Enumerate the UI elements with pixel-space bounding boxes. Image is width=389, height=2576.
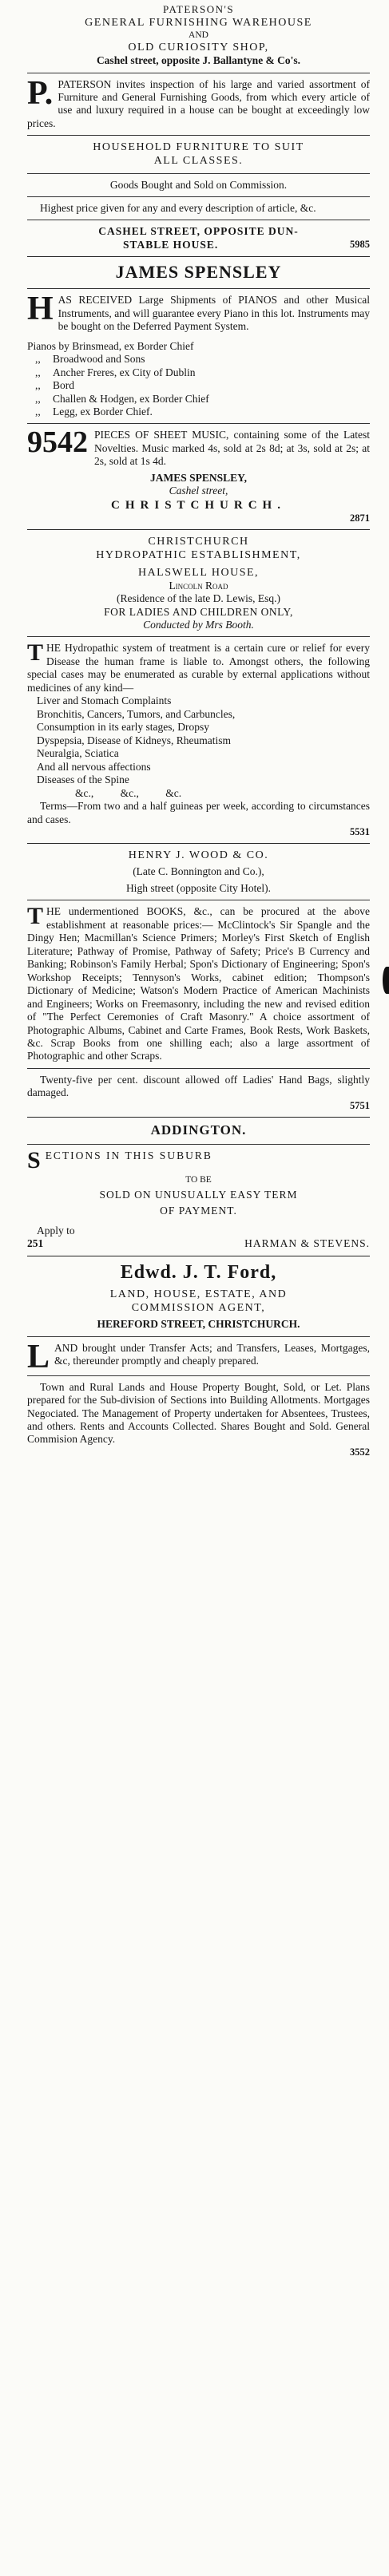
ad-body: HE Hydropathic system of treatment is a certain cure or relief for every Disease the human frame is liable to. Amongst others, the following special cases may be enumerated as curable by external applications without medicines of any kind—	[27, 642, 370, 694]
divider	[27, 1117, 370, 1118]
drop-cap: T	[27, 903, 44, 930]
ad-text: (Residence of the late D. Lewis, Esq.)	[116, 592, 281, 605]
ad-title: JAMES SPENSLEY	[115, 262, 282, 283]
ad-number: 5531	[350, 826, 370, 838]
list-item: &c., &c., &c.	[75, 786, 182, 799]
ad-text: SOLD ON UNUSUALLY EASY TERM	[99, 1188, 298, 1201]
ad-number: 251	[27, 1237, 44, 1250]
divider	[27, 1068, 370, 1069]
paterson-advertisement	[27, 3, 370, 251]
list-item: Pianos by Brinsmead, ex Border Chief	[27, 339, 194, 352]
ad-address: High street (opposite City Hotel).	[125, 881, 272, 894]
big-number: 9542	[27, 425, 88, 460]
ditto-mark: ,,	[35, 353, 41, 366]
ad-heading: HENRY J. WOOD & CO.	[128, 849, 269, 862]
list-item: Ancher Freres, ex City of Dublin	[53, 366, 196, 378]
ad-body: PATERSON invites inspection of his large and varied assortment of Furniture and General Furnishing Goods, from which every article of use and luxury required in a house can be bought at exceedingly low prices.	[27, 77, 370, 129]
ad-text: ECTIONS IN THIS SUBURB	[45, 1149, 212, 1161]
ad-heading: GENERAL FURNISHING WAREHOUSE	[85, 16, 312, 29]
ad-heading: HALSWELL HOUSE,	[137, 566, 260, 579]
divider	[27, 529, 370, 530]
signature-name: JAMES SPENSLEY,	[149, 471, 248, 484]
spensley-advertisement	[27, 262, 370, 524]
ad-number: 2871	[350, 512, 370, 524]
divider	[27, 196, 370, 197]
ad-address: Cashel street, opposite J. Ballantyne & Co's.	[96, 54, 301, 67]
list-item: And all nervous affections	[37, 760, 151, 773]
list-item: Bord	[53, 379, 74, 392]
ad-heading: LAND, HOUSE, ESTATE, AND	[109, 1288, 288, 1300]
ad-subheading: (Late C. Bonnington and Co.),	[133, 865, 264, 878]
ford-advertisement	[27, 1261, 370, 1458]
ink-blot	[383, 967, 389, 994]
hydropathic-advertisement	[27, 535, 370, 838]
ad-text: Highest price given for any and every description of article, &c.	[40, 202, 316, 214]
list-item: Consumption in its early stages, Dropsy	[37, 721, 209, 734]
divider	[27, 288, 370, 289]
drop-cap: S	[27, 1146, 42, 1173]
drop-cap: L	[27, 1338, 50, 1375]
list-item: Liver and Stomach Complaints	[37, 694, 172, 707]
ad-text: Apply to	[37, 1224, 75, 1237]
ad-text: Terms—From two and a half guineas per week, according to circumstances and cases.	[27, 800, 370, 825]
divider	[27, 1336, 370, 1337]
ad-body: Town and Rural Lands and House Property Bought, Sold, or Let. Plans prepared for the Sub-division of Sections into Building Allotments. Mortgages Negociated. The Management of Property undertaken for Absentees, Trustees, and others. Rents and Accounts Collected. Shares Bought and Sold. General Commision Agency.	[27, 1380, 370, 1446]
ad-heading: ALL CLASSES.	[153, 155, 244, 168]
ditto-mark: ,,	[35, 379, 41, 392]
divider	[27, 1144, 370, 1145]
ad-heading: PATERSON'S	[162, 3, 235, 15]
ditto-mark: ,,	[35, 366, 41, 378]
ditto-mark: ,,	[35, 405, 41, 417]
ad-body: HE undermentioned BOOKS, &c., can be procured at the above establishment at reasonable prices:— McClintock's Sir Spangle and the Dingy Hen; Macmillan's Science Primers; Morley's First Sketch of English Literature; Pathway of Promise, Pathway of Safety; Price's B Currency and Banking; Robinson's Family Herbal; Spon's Dictionary of Engineering; Spon's Workshop Receipts; Tennyson's Works, cabinet edition; Thompson's Dictionary of Medicine; Watson's Modern Practice of American Machinists and Engineers; Works on Freemasonry, including the new and revised edition of "The Perfect Ceremonies of Craft Masonry." A choice assortment of Photographic Albums, Cabinet and Carte Frames, Book Rests, Work Baskets, &c. Scrap Books from one shilling each; also a large assortment of Photographic and other Scraps.	[27, 905, 370, 1062]
ad-text: OF PAYMENT.	[160, 1205, 237, 1217]
ditto-mark: ,,	[35, 392, 41, 405]
divider	[27, 636, 370, 637]
ad-number: 5751	[350, 1099, 370, 1111]
agents-name: HARMAN & STEVENS.	[244, 1237, 370, 1250]
ad-text: Goods Bought and Sold on Commission.	[109, 178, 288, 191]
ad-subheading: Lincoln Road	[169, 579, 228, 592]
divider	[27, 256, 370, 257]
ad-heading: HYDROPATHIC ESTABLISHMENT,	[96, 549, 301, 562]
ad-footer: STABLE HOUSE.	[123, 238, 219, 251]
addington-advertisement	[27, 1122, 370, 1251]
ad-heading: CHRISTCHURCH	[148, 536, 249, 548]
drop-cap: H	[27, 291, 54, 328]
signature-city: CHRISTCHURCH.	[111, 498, 286, 512]
ad-text: Conducted by Mrs Booth.	[143, 618, 254, 631]
piano-list	[27, 340, 370, 419]
ad-address: HEREFORD STREET, CHRISTCHURCH.	[97, 1318, 300, 1331]
divider	[27, 135, 370, 136]
ad-number: 5985	[350, 238, 370, 250]
ad-title: ADDINGTON.	[150, 1122, 247, 1138]
drop-cap: T	[27, 639, 44, 667]
ad-heading: OLD CURIOSITY SHOP,	[128, 41, 269, 53]
divider	[27, 1375, 370, 1376]
drop-cap: P.	[27, 74, 54, 112]
ad-body: AND brought under Transfer Acts; and Transfers, Leases, Mortgages, &c, thereunder promptly and cheaply prepared.	[54, 1341, 370, 1367]
ad-number: 3552	[350, 1446, 370, 1458]
ad-body: PIECES OF SHEET MUSIC, containing some of the Latest Novelties. Music marked 4s, sold at 2s 8d; at 3s, sold at 2s; at 2s, sold at 1s 4d.	[94, 429, 370, 468]
divider	[27, 423, 370, 424]
list-item: Dyspepsia, Disease of Kidneys, Rheumatism	[37, 734, 231, 746]
list-item: Neuralgia, Sciatica	[37, 747, 119, 760]
ad-heading: HOUSEHOLD FURNITURE TO SUIT	[93, 141, 304, 154]
ad-text: Twenty-five per cent. discount allowed off Ladies' Hand Bags, slightly damaged.	[27, 1073, 370, 1099]
signature-street: Cashel street,	[169, 485, 228, 497]
divider	[27, 843, 370, 844]
list-item: Broadwood and Sons	[53, 353, 145, 366]
divider	[27, 173, 370, 174]
ad-text: TO BE	[185, 1174, 212, 1185]
list-item: Bronchitis, Cancers, Tumors, and Carbuncles,	[37, 707, 236, 720]
list-item: Challen & Hodgen, ex Border Chief	[53, 392, 209, 405]
ad-subheading: FOR LADIES AND CHILDREN ONLY,	[104, 605, 293, 618]
list-item: Diseases of the Spine	[37, 774, 129, 786]
list-item: Legg, ex Border Chief.	[53, 405, 153, 417]
ad-body: AS RECEIVED Large Shipments of PIANOS and other Musical Instruments, and will guarantee every Piano in this lot. Instruments may be bought on the Deferred Payment System.	[58, 294, 370, 333]
ailment-list	[27, 694, 370, 800]
ad-footer: CASHEL STREET, OPPOSITE DUN-	[98, 225, 299, 238]
ad-heading: COMMISSION AGENT,	[131, 1302, 266, 1315]
wood-advertisement	[27, 849, 370, 1112]
ad-title: Edwd. J. T. Ford,	[120, 1261, 277, 1283]
ad-heading: AND	[189, 30, 208, 40]
